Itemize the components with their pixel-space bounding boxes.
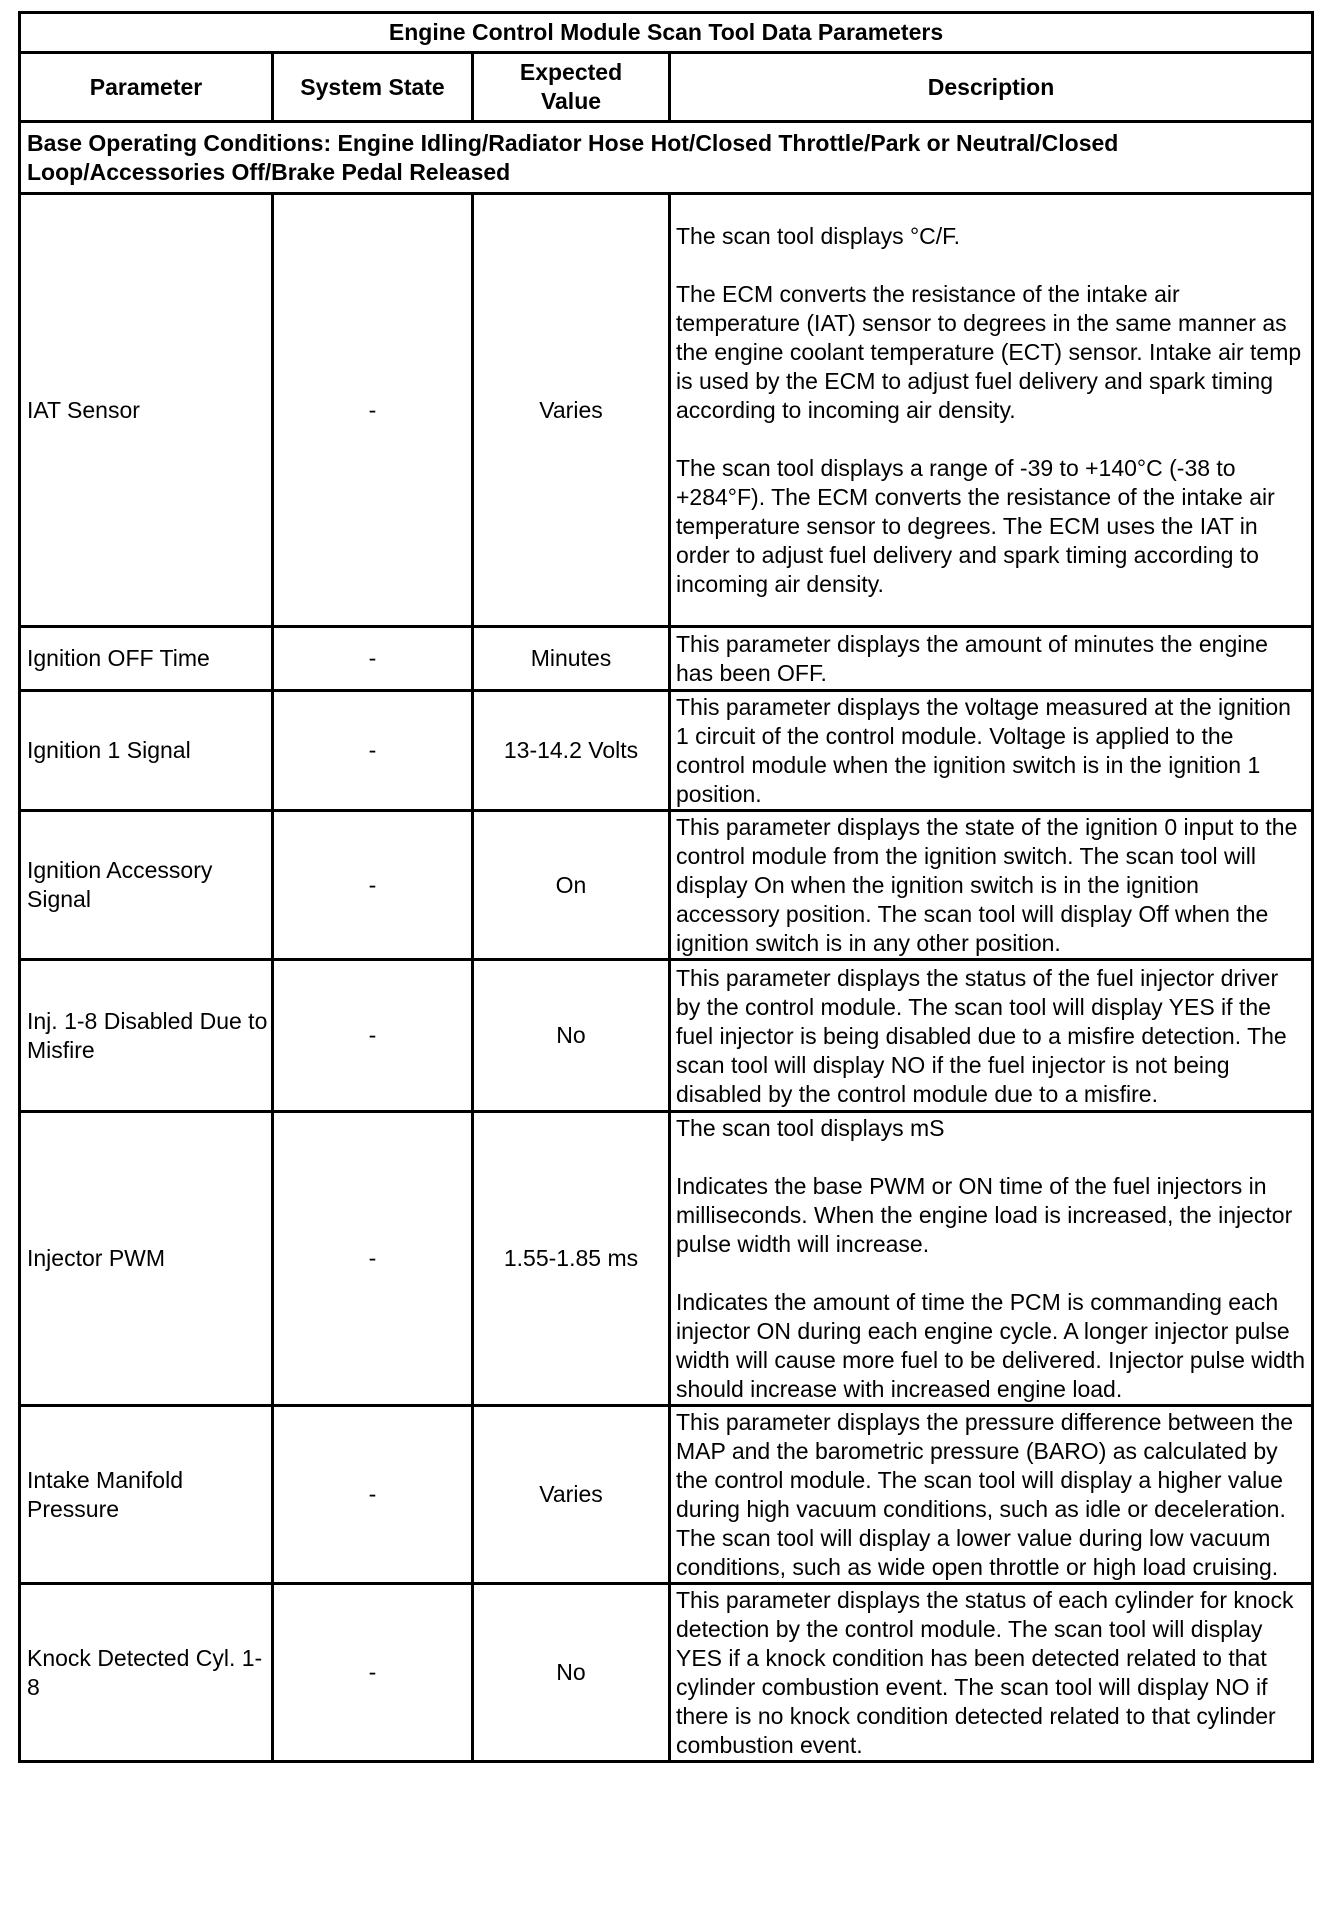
table-row	[20, 1584, 1313, 1762]
header-row	[20, 53, 1313, 122]
scan-tool-data-table	[18, 11, 1314, 1763]
system-state-cell: -	[273, 960, 473, 1112]
table-row	[20, 691, 1313, 811]
system-state-cell: -	[273, 691, 473, 811]
description-paragraph: This parameter displays the amount of minutes the engine has been OFF.	[676, 631, 1268, 686]
description-paragraph: This parameter displays the status of each cylinder for knock detection by the control module. The scan tool will display YES if a knock condition has been detected related to that cylinder combustion event. The scan tool will display NO if there is no knock condition detected related to that cylinder combustion event.	[676, 1587, 1294, 1758]
parameter-cell: Injector PWM	[20, 1112, 273, 1406]
expected-value-cell: 13-14.2 Volts	[473, 691, 670, 811]
description-cell	[670, 811, 1313, 960]
parameter-cell: Ignition Accessory Signal	[20, 811, 273, 960]
table-row	[20, 811, 1313, 960]
description-paragraph: This parameter displays the pressure difference between the MAP and the barometric pressure (BARO) as calculated by the control module. The scan tool will display a higher value during high vacuum conditions, such as idle or deceleration. The scan tool will display a lower value during low vacuum conditions, such as wide open throttle or high load cruising.	[676, 1409, 1294, 1580]
table-row	[20, 194, 1313, 627]
description-cell	[670, 1112, 1313, 1406]
conditions-row	[20, 122, 1313, 194]
table-row	[20, 960, 1313, 1112]
description-paragraph: The scan tool displays a range of -39 to +140°C (-38 to +284°F). The ECM converts the resistance of the intake air temperature sensor to degrees. The ECM uses the IAT in order to adjust fuel delivery and spark timing according to incoming air density.	[676, 455, 1275, 597]
table-row	[20, 627, 1313, 691]
description-paragraph: The ECM converts the resistance of the intake air temperature (IAT) sensor to degrees in the same manner as the engine coolant temperature (ECT) sensor. Intake air temp is used by the ECM to adjust fuel delivery and spark timing according to incoming air density.	[676, 281, 1302, 423]
parameter-cell: IAT Sensor	[20, 194, 273, 627]
table-title: Engine Control Module Scan Tool Data Parameters	[20, 13, 1313, 53]
expected-value-cell: No	[473, 1584, 670, 1762]
expected-value-cell: Varies	[473, 194, 670, 627]
expected-value-cell: On	[473, 811, 670, 960]
header-expected-value: Expected Value	[473, 53, 670, 122]
header-description: Description	[670, 53, 1313, 122]
expected-value-cell: 1.55-1.85 ms	[473, 1112, 670, 1406]
description-paragraph: Indicates the base PWM or ON time of the fuel injectors in milliseconds. When the engine load is increased, the injector pulse width will increase.	[676, 1173, 1293, 1257]
description-cell	[670, 1584, 1313, 1762]
expected-value-cell: Varies	[473, 1406, 670, 1584]
description-paragraph: This parameter displays the state of the ignition 0 input to the control module from the ignition switch. The scan tool will display On when the ignition switch is in the ignition accessory position. The scan tool will display Off when the ignition switch is in any other position.	[676, 814, 1298, 956]
description-cell	[670, 960, 1313, 1112]
parameter-cell: Ignition OFF Time	[20, 627, 273, 691]
parameter-cell: Knock Detected Cyl. 1-8	[20, 1584, 273, 1762]
system-state-cell: -	[273, 1112, 473, 1406]
system-state-cell: -	[273, 1584, 473, 1762]
description-paragraph: The scan tool displays mS	[676, 1115, 945, 1141]
parameter-cell: Ignition 1 Signal	[20, 691, 273, 811]
description-paragraph: Indicates the amount of time the PCM is commanding each injector ON during each engine cycle. A longer injector pulse width will cause more fuel to be delivered. Injector pulse width should increase with increased engine load.	[676, 1289, 1305, 1402]
description-paragraph: This parameter displays the status of the fuel injector driver by the control module. The scan tool will display YES if the fuel injector is being disabled due to a misfire detection. The scan tool will display NO if the fuel injector is not being disabled by the control module due to a misfire.	[676, 964, 1287, 1107]
description-paragraph: This parameter displays the voltage measured at the ignition 1 circuit of the control module. Voltage is applied to the control module when the ignition switch is in the ignition 1 position.	[676, 694, 1291, 807]
table-row	[20, 1406, 1313, 1584]
system-state-cell: -	[273, 811, 473, 960]
parameter-cell: Inj. 1-8 Disabled Due to Misfire	[20, 960, 273, 1112]
title-row	[20, 13, 1313, 53]
system-state-cell: -	[273, 1406, 473, 1584]
description-cell	[670, 627, 1313, 691]
expected-value-cell: Minutes	[473, 627, 670, 691]
description-cell	[670, 1406, 1313, 1584]
description-paragraph: The scan tool displays °C/F.	[676, 223, 961, 249]
header-parameter: Parameter	[20, 53, 273, 122]
description-cell	[670, 691, 1313, 811]
header-system-state: System State	[273, 53, 473, 122]
system-state-cell: -	[273, 627, 473, 691]
base-operating-conditions: Base Operating Conditions: Engine Idling/Radiator Hose Hot/Closed Throttle/Park or Neutral/Closed Loop/Accessories Off/Brake Pedal Released	[20, 122, 1313, 194]
system-state-cell: -	[273, 194, 473, 627]
expected-value-cell: No	[473, 960, 670, 1112]
table-row	[20, 1112, 1313, 1406]
description-cell	[670, 194, 1313, 627]
parameter-cell: Intake Manifold Pressure	[20, 1406, 273, 1584]
